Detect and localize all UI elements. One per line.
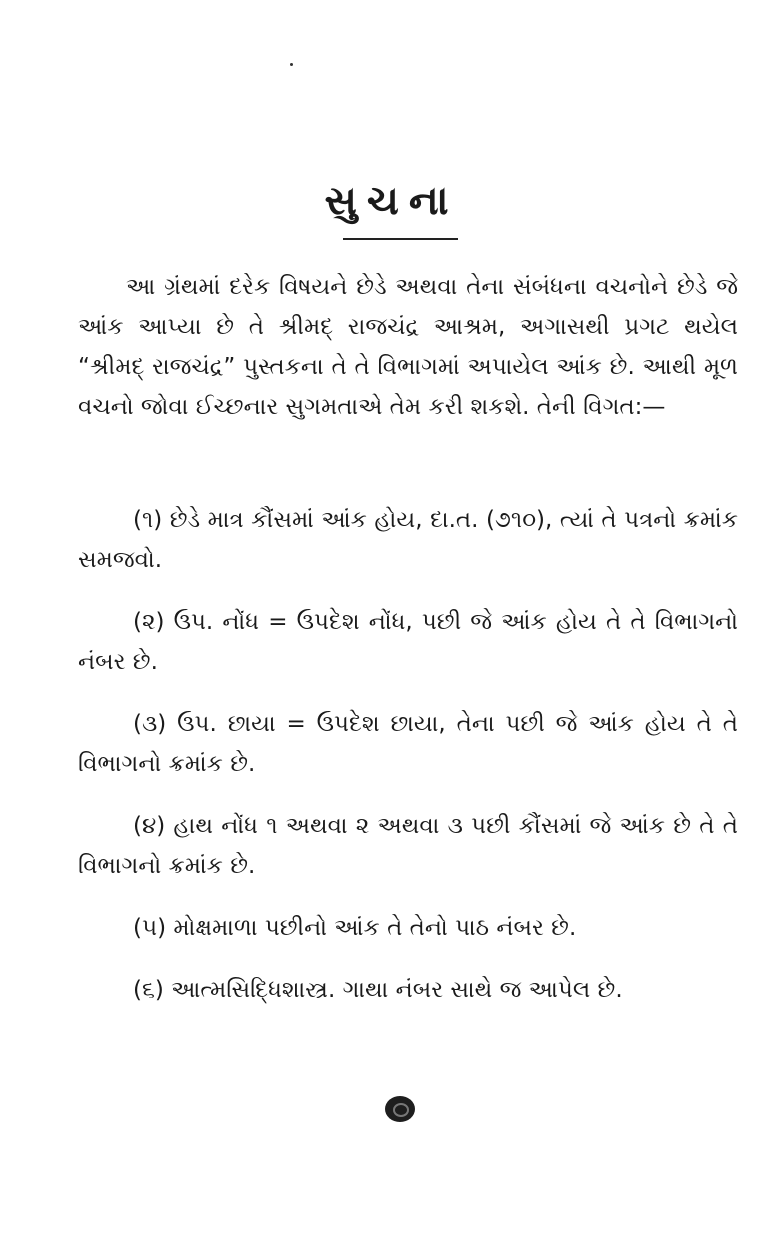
note-item-5: (૫) મોક્ષમાળા પછીનો આંક તે તેનો પાઠ નંબર છે. — [133, 915, 577, 941]
ink-speck — [290, 63, 293, 66]
title-underline — [343, 238, 458, 240]
note-item-6: (૬) આત્મસિદ્ધિશાસ્ત્ર. ગાથા નંબર સાથે જ આપેલ છે. — [133, 977, 623, 1003]
page-title: સુચના — [324, 178, 459, 224]
note-item-1: (૧) છેડે માત્ર કૌંસમાં આંક હોય, દા.ત. (૭૧૦), ત્યાં તે પત્રનો ક્રમાંક સમજવો. — [78, 507, 738, 573]
notes-list — [78, 500, 738, 1032]
note-item-4: (૪) હાથ નોંધ ૧ અથવા ૨ અથવા ૩ પછી કૌંસમાં જે આંક છે તે તે વિભાગનો ક્રમાંક છે. — [78, 813, 738, 879]
ornament-seal-icon — [385, 1096, 415, 1122]
note-item-2: (૨) ઉપ. નોંધ = ઉપદેશ નોંધ, પછી જે આંક હોય તે તે વિભાગનો નંબર છે. — [78, 609, 738, 675]
note-item-3: (૩) ઉપ. છાયા = ઉપદેશ છાયા, તેના પછી જે આંક હોય તે તે વિભાગનો ક્રમાંક છે. — [78, 711, 738, 777]
intro-paragraph: આ ગ્રંથમાં દરેક વિષયને છેડે અથવા તેના સંબંધના વચનોને છેડે જે આંક આપ્યા છે તે શ્રીમદ્ રાજચંદ્ર આશ્રમ, અગાસથી પ્રગટ થયેલ “શ્રીમદ્ રાજચંદ્ર” પુસ્તકના તે તે વિભાગમાં અપાયેલ આંક છે. આથી મૂળ વચનો જોવા ઈચ્છનાર સુગમતાએ તેમ કરી શકશે. તેની વિગત:— — [78, 274, 738, 420]
